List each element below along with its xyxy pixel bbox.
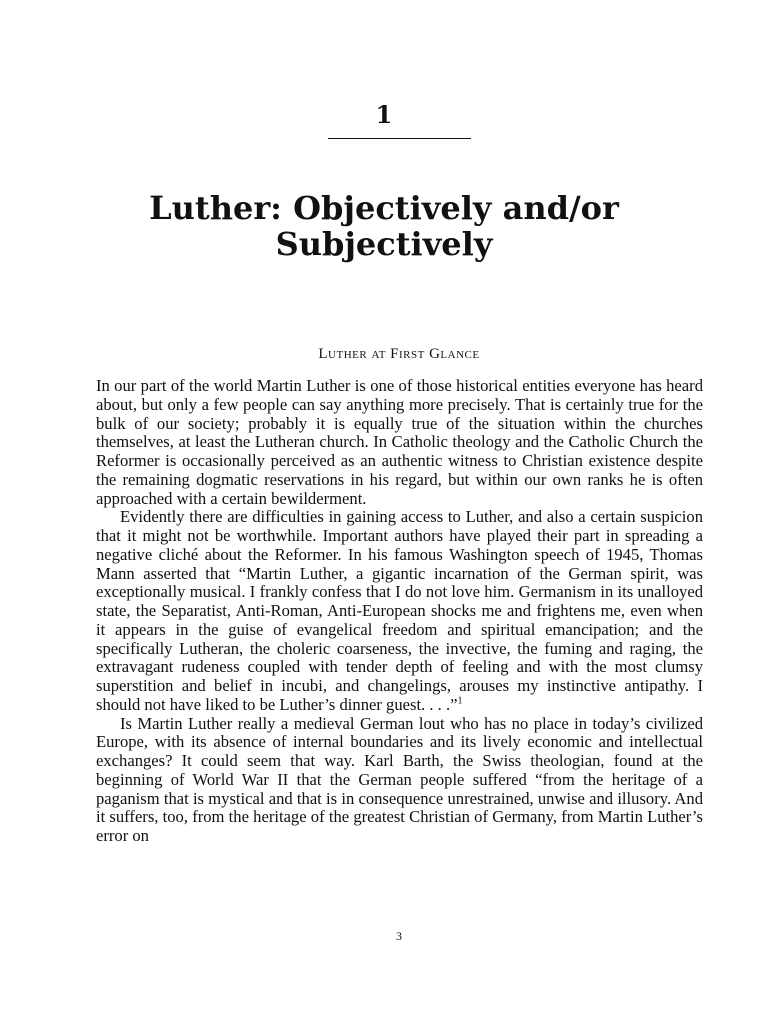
paragraph-2 [96, 508, 703, 714]
section-heading: Luther at First Glance [318, 346, 480, 362]
chapter-title [0, 190, 768, 262]
chapter-title-line-1: Luther: Objectively and/or [149, 189, 619, 227]
chapter-rule [328, 138, 471, 139]
paragraph-2-text: Evidently there are difficulties in gaining access to Luther, and also a certain suspicion that it might not be worthwhile. Important authors have played their part in spreading a negative cliché about the Reformer. In his famous Washington speech of 1945, Thomas Mann asserted that “Martin Luther, a gigantic incarnation of the German spirit, was exceptionally musical. I frankly confess that I do not love him. Germanism in its unalloyed state, the Separatist, Anti-Roman, Anti-European shocks me and frightens me, even when it appears in the guise of evangelical freedom and spiritual emancipation; and the specifically Lutheran, the choleric coarseness, the invective, the fuming and raging, the extravagant rudeness coupled with tender depth of feeling and with the most clumsy superstition and belief in incubi, and changelings, arouses my instinctive antipathy. I should not have liked to be Luther’s dinner guest. . . .” [96, 507, 703, 714]
chapter-number: 1 [375, 100, 393, 129]
body-text [96, 377, 703, 846]
chapter-title-line-2: Subjectively [275, 225, 493, 263]
paragraph-3: Is Martin Luther really a medieval German lout who has no place in today’s civilized Europe, with its absence of internal boundaries and its lively economic and intellectual exchanges? It could seem that way. Karl Barth, the Swiss theologian, found at the beginning of World War II that the German people suffered “from the heritage of a paganism that is mystical and that is in consequence unrestrained, unwise and illusory. And it suffers, too, from the heritage of the greatest Christian of Germany, from Martin Luther’s error on [96, 713, 703, 845]
page-number: 3 [396, 929, 402, 943]
paragraph-1: In our part of the world Martin Luther is one of those historical entities everyone has heard about, but only a few people can say anything more precisely. That is certainly true for the bulk of our society; probably it is equally true of the situation within the churches themselves, at least the Lutheran church. In Catholic theology and the Catholic Church the Reformer is occasionally perceived as an authentic witness to Christian existence despite the remaining dogmatic reservations in his regard, but within our own ranks he is often approached with a certain bewilderment. [96, 376, 703, 508]
footnote-marker[interactable]: 1 [457, 695, 463, 707]
